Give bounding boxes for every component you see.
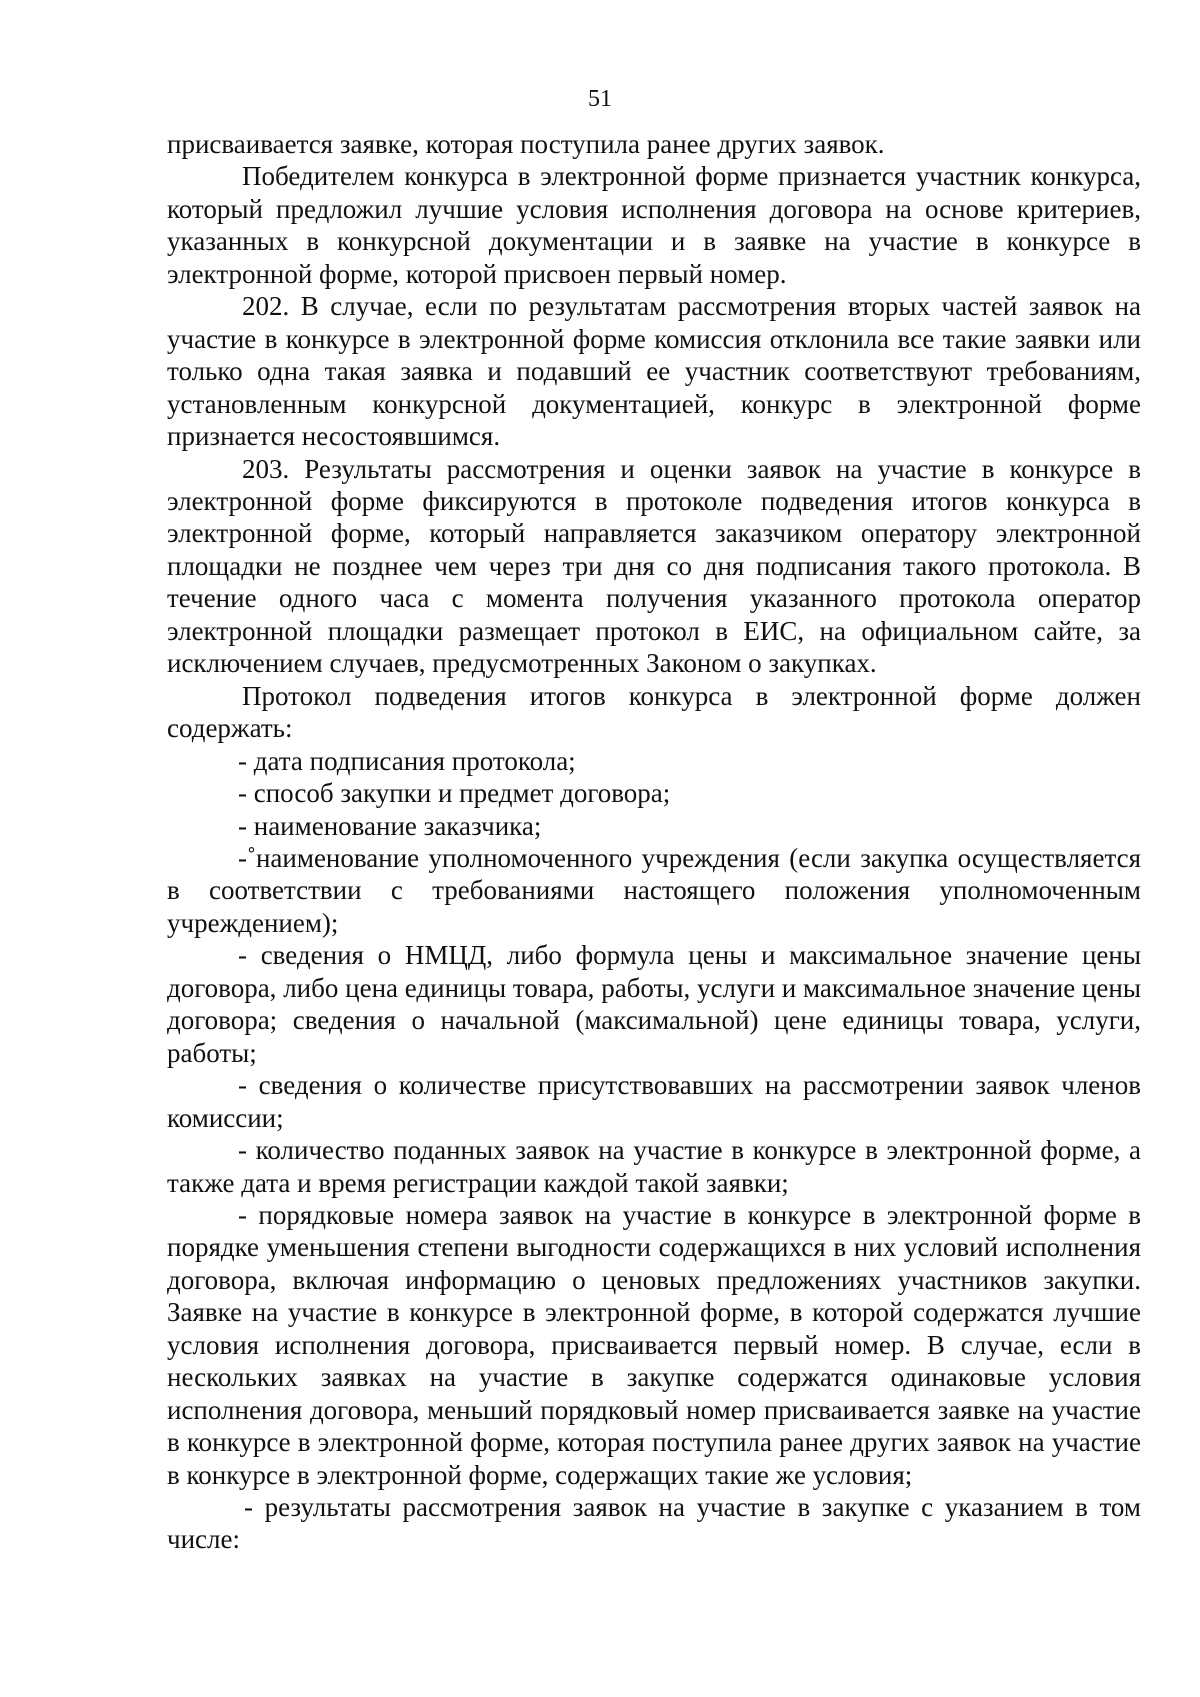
page-number: 51	[588, 86, 612, 112]
list-item: - наименование заказчика;	[238, 810, 542, 841]
list-item: - способ закупки и предмет договора;	[238, 778, 671, 809]
paragraph-203: 203. Результаты рассмотрения и оценки заявок на участие в конкурсе в электронной форме фиксируются в протоколе подведения итогов конкурса в электронной форме, который направляется заказчиком оператору электронной площадки не позднее чем через три дня со дня подписания такого протокола. В течение одного часа с момента получения указанного протокола оператор электронной площадки размещает протокол в ЕИС, на официальном сайте, за исключением случаев, предусмотренных Законом о закупках.	[167, 453, 1141, 679]
list-item: -˚наименование уполномоченного учреждения (если закупка осуществляется в соответствии с требованиями настоящего положения уполномоченным учреждением);	[167, 842, 1141, 938]
list-item: - сведения о количестве присутствовавших на рассмотрении заявок членов комиссии;	[167, 1070, 1141, 1133]
paragraph-202: 202. В случае, если по результатам рассмотрения вторых частей заявок на участие в конкурсе в электронной форме комиссия отклонила все такие заявки или только одна такая заявка и подавший ее участник соответствуют требованиям, установленным конкурсной документацией, конкурс в электронной форме признается несостоявшимся.	[167, 291, 1141, 452]
list-item: - количество поданных заявок на участие в конкурсе в электронной форме, а также дата и время регистрации каждой такой заявки;	[167, 1135, 1141, 1198]
list-item: - результаты рассмотрения заявок на участие в закупке с указанием в том числе:	[167, 1492, 1141, 1555]
paragraph-winner: Победителем конкурса в электронной форме признается участник конкурса, который предложил лучшие условия исполнения договора на основе критериев, указанных в конкурсной документации и в заявке на участие в конкурсе в электронной форме, которой присвоен первый номер.	[167, 161, 1141, 289]
document-body	[167, 128, 1141, 1556]
paragraph-protocol-contents: Протокол подведения итогов конкурса в электронной форме должен содержать:	[167, 680, 1141, 744]
list-item: - дата подписания протокола;	[238, 745, 576, 776]
list-item: - сведения о НМЦД, либо формула цены и максимальное значение цены договора, либо цена единицы товара, работы, услуги и максимальное значение цены договора; сведения о начальной (максимальной) цене единицы товара, услуги, работы;	[167, 940, 1141, 1068]
list-item: - порядковые номера заявок на участие в конкурсе в электронной форме в порядке уменьшения степени выгодности содержащихся в них условий исполнения договора, включая информацию о ценовых предложениях участников закупки. Заявке на участие в конкурсе в электронной форме, в которой содержатся лучшие условия исполнения договора, присваивается первый номер. В случае, если в нескольких заявках на участие в закупке содержатся одинаковые условия исполнения договора, меньший порядковый номер присваивается заявке на участие в конкурсе в электронной форме, которая поступила ранее других заявок на участие в конкурсе в электронной форме, содержащих такие же условия;	[167, 1199, 1141, 1490]
paragraph-continuation: присваивается заявке, которая поступила ранее других заявок.	[167, 129, 885, 159]
